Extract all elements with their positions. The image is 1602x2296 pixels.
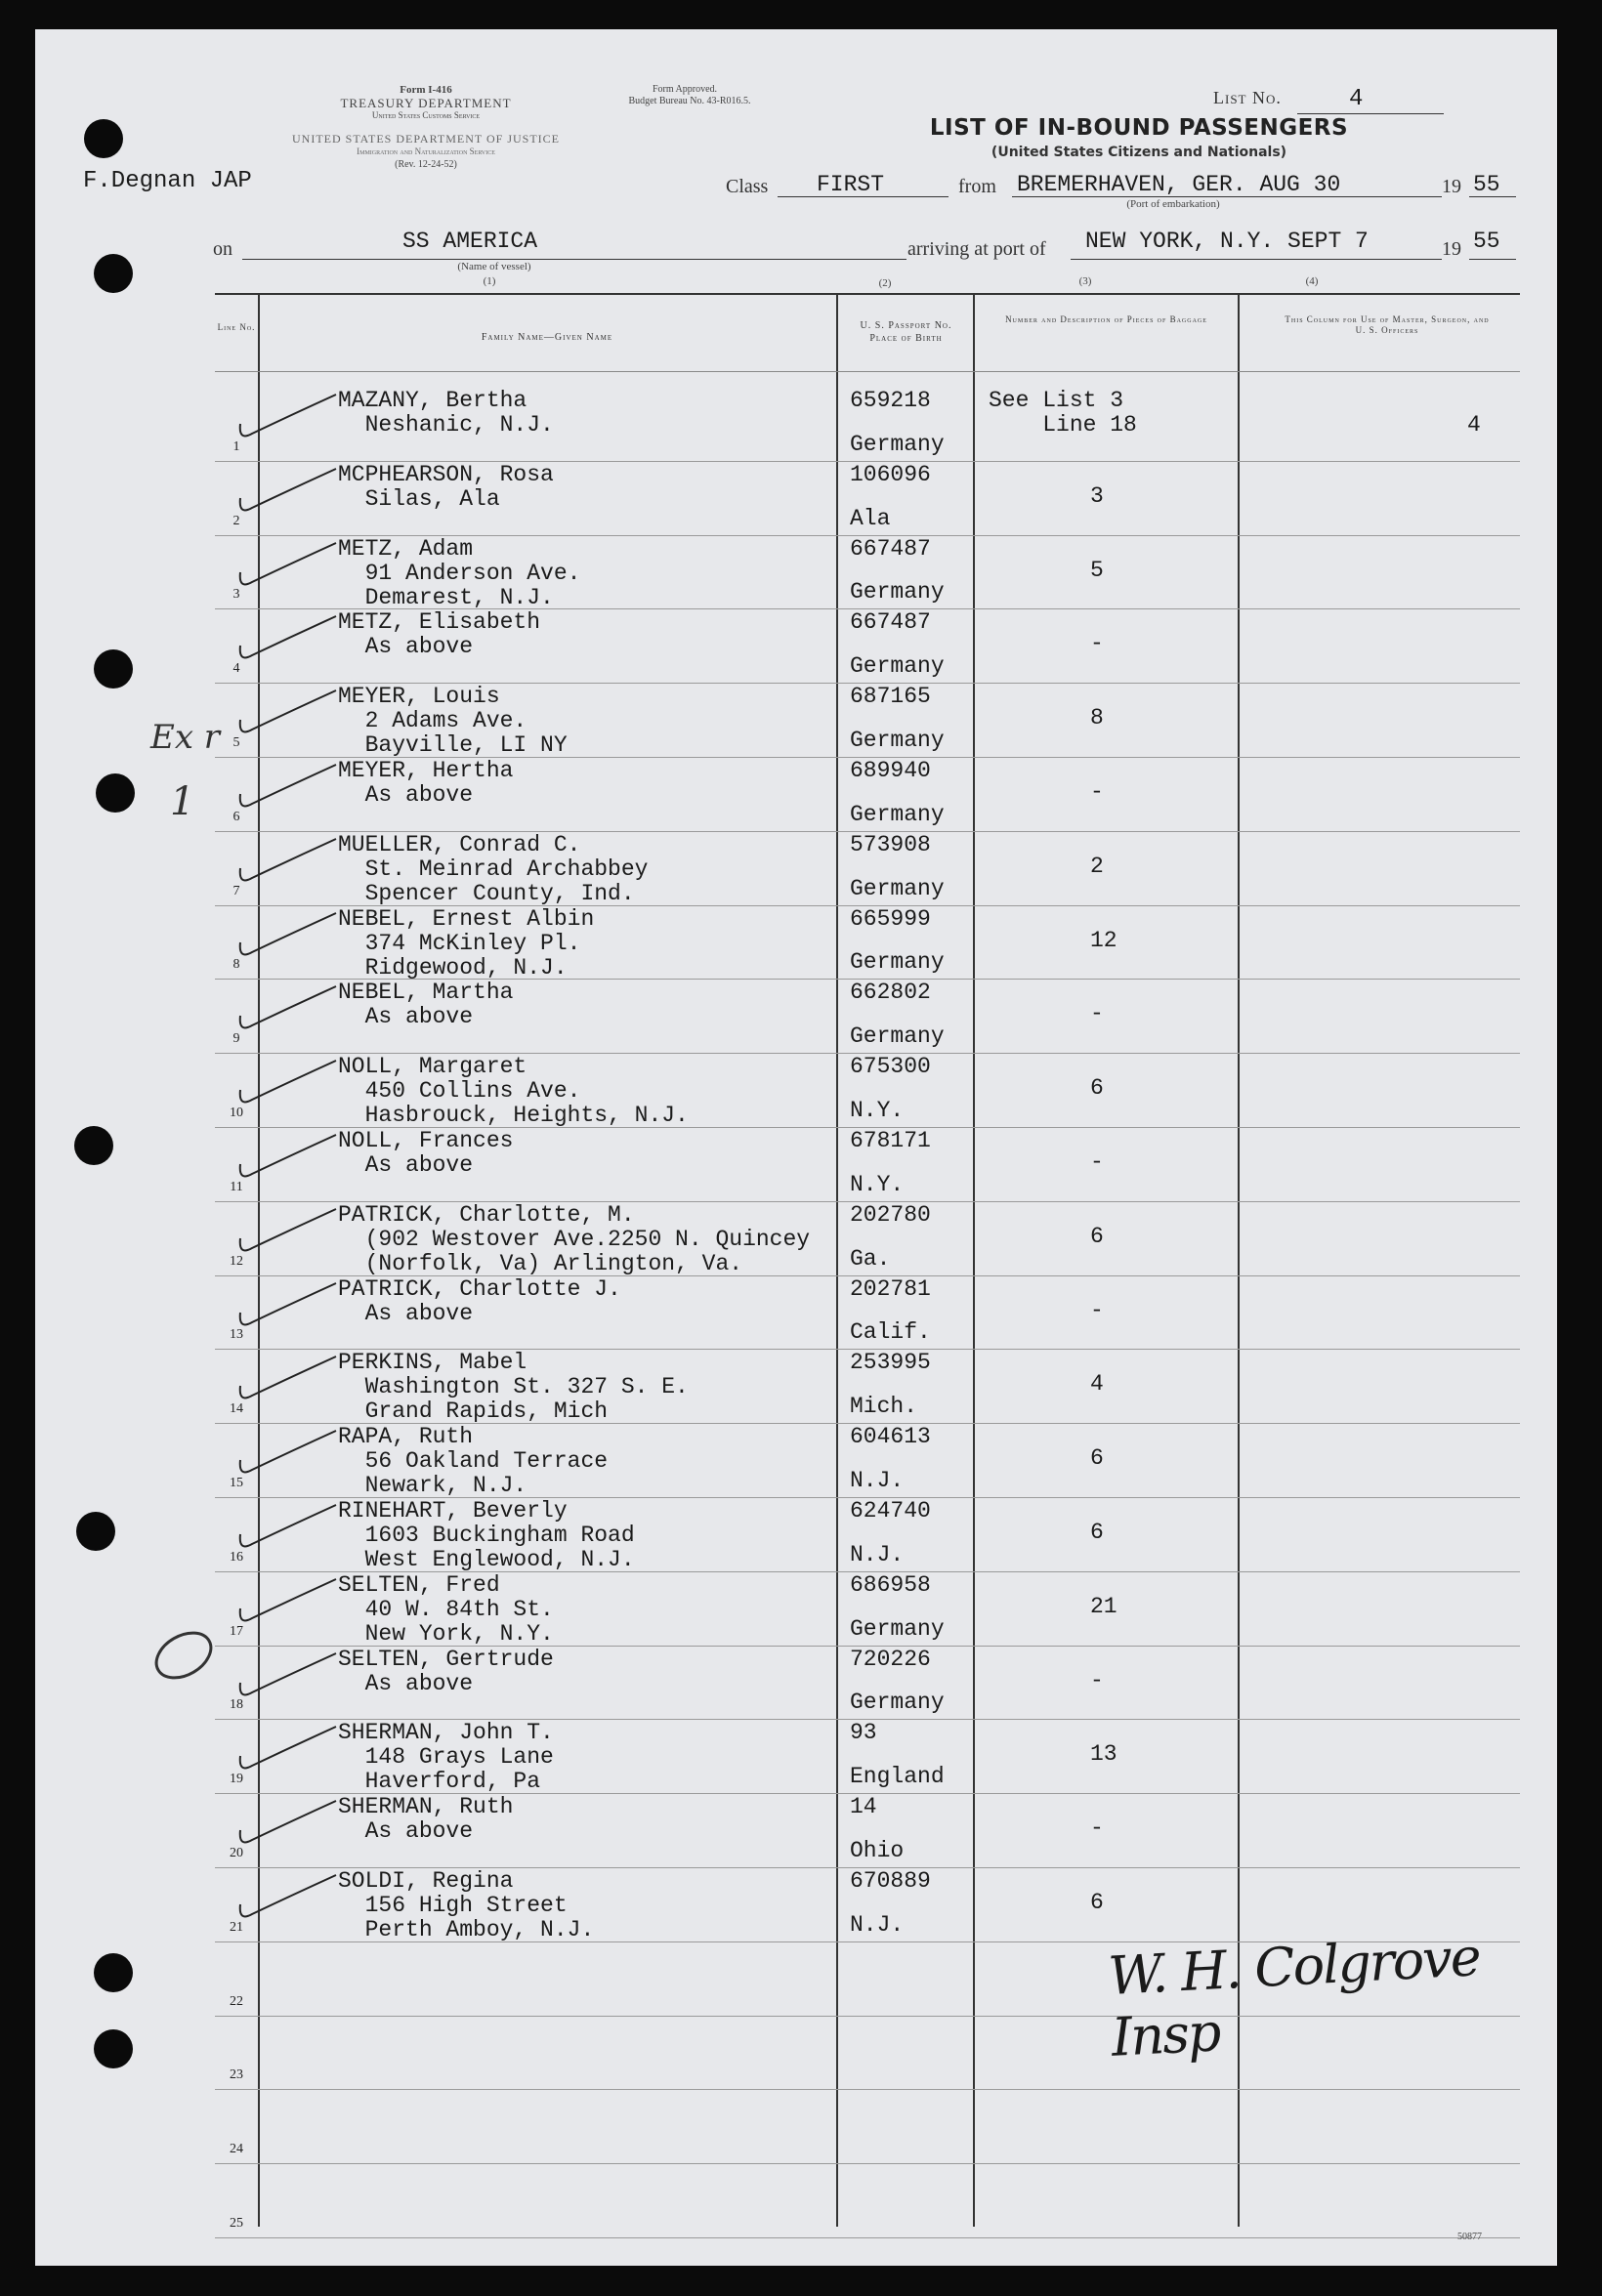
table-row: [215, 1794, 1520, 1871]
col-head-baggage: Number and Description of Pieces of Baggage: [1005, 314, 1207, 324]
place-of-birth: Germany: [850, 801, 945, 827]
passport-number: 678171: [850, 1128, 931, 1153]
table-row: [215, 758, 1520, 835]
col-head-passport: U. S. Passport No. Place of Birth: [860, 320, 952, 344]
ins-service: Immigration and Naturalization Service: [357, 146, 495, 156]
binder-hole: [96, 773, 135, 813]
margin-zero-mark: [147, 1621, 225, 1690]
passenger-address: (902 Westover Ave.2250 N. Quincey: [338, 1226, 811, 1252]
line-number: 15: [230, 1475, 243, 1490]
on-label: on: [213, 238, 232, 260]
line-number: 1: [232, 438, 240, 454]
passenger-name: SHERMAN, Ruth: [338, 1794, 514, 1820]
vessel-caption: (Name of vessel): [457, 261, 531, 272]
passenger-address: (Norfolk, Va) Arlington, Va.: [338, 1250, 743, 1276]
place-of-birth: N.J.: [850, 1467, 905, 1493]
line-number: 24: [230, 2142, 243, 2157]
baggage-count: 21: [1090, 1593, 1117, 1619]
passenger-address: 156 High Street: [338, 1893, 568, 1918]
passenger-name: PATRICK, Charlotte, M.: [338, 1201, 635, 1228]
passenger-address: 374 McKinley Pl.: [338, 930, 581, 956]
passenger-name: METZ, Elisabeth: [338, 609, 541, 636]
line-number: 16: [230, 1549, 243, 1565]
table-row: [215, 1350, 1520, 1427]
table-row: [215, 2093, 1520, 2167]
list-number-underline: [1297, 113, 1444, 114]
vessel-underline: [242, 259, 906, 260]
col-head-line: Line No.: [217, 322, 256, 332]
class-label: Class: [726, 176, 769, 197]
baggage-count: 6: [1090, 1520, 1104, 1545]
baggage-count: 3: [1090, 482, 1104, 509]
baggage-count: 13: [1090, 1741, 1117, 1768]
inspector-signature: W. H. Colgrove Insp: [1107, 1926, 1482, 2068]
passenger-address: As above: [338, 634, 474, 660]
check-mark: [234, 391, 342, 459]
passenger-name: MCPHEARSON, Rosa: [338, 461, 554, 487]
baggage-count: -: [1090, 1149, 1104, 1175]
binder-hole: [94, 649, 133, 689]
table-row: [215, 1424, 1520, 1501]
check-mark: [234, 1871, 342, 1940]
class-value: FIRST: [817, 172, 885, 197]
line-number: 2: [232, 513, 240, 528]
baggage-count: 12: [1090, 927, 1117, 953]
passenger-address: As above: [338, 782, 474, 808]
passenger-address: Haverford, Pa: [338, 1769, 541, 1795]
passenger-address: As above: [338, 1152, 474, 1178]
passport-number: 573908: [850, 831, 931, 857]
margin-note: Ex r: [150, 718, 221, 757]
line-number: 7: [232, 883, 240, 898]
check-mark: [234, 1205, 342, 1273]
passenger-name: NEBEL, Martha: [338, 980, 514, 1006]
passenger-address: As above: [338, 1004, 474, 1030]
col-num-2: (2): [878, 277, 892, 289]
passenger-address: Newark, N.J.: [338, 1473, 527, 1499]
customs-service: United States Customs Service: [371, 110, 481, 120]
check-mark: [234, 539, 342, 607]
passenger-address: 40 W. 84th St.: [338, 1596, 554, 1622]
place-of-birth: Ga.: [850, 1245, 891, 1272]
baggage-count: 8: [1090, 705, 1104, 731]
revision: (Rev. 12-24-52): [395, 159, 457, 170]
binder-hole: [94, 2029, 133, 2068]
check-mark: [234, 1575, 342, 1644]
baggage-count: -: [1090, 1667, 1104, 1693]
binder-hole: [94, 254, 133, 293]
place-of-birth: Ohio: [850, 1837, 905, 1863]
place-of-birth: Germany: [850, 1023, 945, 1050]
baggage-count: 2: [1090, 853, 1104, 879]
year-underline-2: [1469, 259, 1516, 260]
budget-bureau: Budget Bureau No. 43-R016.5.: [628, 96, 751, 106]
passenger-address: New York, N.Y.: [338, 1620, 554, 1647]
passport-number: 604613: [850, 1424, 931, 1450]
treasury-dept: TREASURY DEPARTMENT: [340, 96, 512, 110]
passenger-name: RINEHART, Beverly: [338, 1498, 568, 1524]
check-mark: [234, 1057, 342, 1125]
passenger-name: PATRICK, Charlotte J.: [338, 1275, 621, 1302]
passenger-address: As above: [338, 1818, 474, 1845]
col-num-1: (1): [483, 275, 496, 287]
table-row: [215, 1720, 1520, 1797]
form-number: Form I-416: [400, 84, 452, 96]
passenger-address: Neshanic, N.J.: [338, 412, 554, 438]
baggage-count: 6: [1090, 1445, 1104, 1472]
passenger-address: 148 Grays Lane: [338, 1744, 554, 1771]
baggage-count: See List 3 Line 18: [989, 388, 1137, 438]
passport-number: 720226: [850, 1646, 931, 1672]
list-number-value: 4: [1349, 86, 1364, 112]
passenger-address: West Englewood, N.J.: [338, 1547, 635, 1572]
col-head-officers: This Column for Use of Master, Surgeon, and U. S. Officers: [1285, 314, 1490, 336]
check-mark: [234, 1279, 342, 1348]
line-number: 17: [230, 1623, 243, 1639]
passenger-address: 91 Anderson Ave.: [338, 560, 581, 586]
row-rule: [215, 2237, 1520, 2238]
line-number: 12: [230, 1253, 243, 1269]
passenger-address: As above: [338, 1670, 474, 1696]
passenger-name: NOLL, Margaret: [338, 1054, 527, 1080]
table-row: [215, 1054, 1520, 1131]
line-number: 8: [232, 957, 240, 973]
check-mark: [234, 1131, 342, 1199]
line-number: 25: [230, 2215, 243, 2231]
passenger-name: MAZANY, Bertha: [338, 388, 527, 413]
table-row: [215, 2167, 1520, 2241]
place-of-birth: Germany: [850, 653, 945, 680]
line-number: 18: [230, 1697, 243, 1713]
baggage-count: -: [1090, 1001, 1104, 1027]
passport-number: 253995: [850, 1350, 931, 1376]
check-mark: [234, 1649, 342, 1718]
port-embark-caption: (Port of embarkation): [1126, 198, 1220, 210]
passport-number: 667487: [850, 535, 931, 562]
passport-number: 670889: [850, 1868, 931, 1894]
passenger-address: 1603 Buckingham Road: [338, 1523, 635, 1548]
table-row: [215, 461, 1520, 539]
passenger-address: St. Meinrad Archabbey: [338, 856, 649, 882]
line-number: 13: [230, 1327, 243, 1343]
table-row: [215, 831, 1520, 909]
place-of-birth: Ala: [850, 505, 891, 531]
baggage-count: 6: [1090, 1223, 1104, 1249]
passport-number: 202781: [850, 1275, 931, 1302]
arrival-underline: [1071, 259, 1442, 260]
arriving-label: arriving at port of: [907, 238, 1046, 260]
passenger-name: MUELLER, Conrad C.: [338, 831, 581, 857]
year-value-2: 55: [1473, 229, 1500, 254]
baggage-count: 6: [1090, 1890, 1104, 1915]
line-number: 22: [230, 1993, 243, 2009]
form-approved: Form Approved.: [652, 84, 718, 95]
passport-number: 667487: [850, 609, 931, 636]
baggage-count: -: [1090, 631, 1104, 657]
document-sheet: [35, 29, 1557, 2266]
passenger-address: Demarest, N.J.: [338, 584, 554, 610]
table-row: [215, 1646, 1520, 1724]
place-of-birth: Germany: [850, 949, 945, 976]
baggage-count: 4: [1090, 1371, 1104, 1398]
arrival-value: NEW YORK, N.Y. SEPT 7: [1085, 229, 1369, 254]
passenger-name: PERKINS, Mabel: [338, 1350, 527, 1376]
place-of-birth: Calif.: [850, 1319, 931, 1346]
row-rule: [215, 2163, 1520, 2164]
list-number-label: List No.: [1213, 88, 1282, 107]
passenger-name: MEYER, Hertha: [338, 758, 514, 783]
table-row: [215, 1498, 1520, 1575]
line-number: 21: [230, 1919, 243, 1935]
passenger-address: 450 Collins Ave.: [338, 1078, 581, 1105]
place-of-birth: Germany: [850, 579, 945, 605]
check-mark: [234, 1797, 342, 1865]
place-of-birth: Germany: [850, 727, 945, 753]
officer-initials: F.Degnan JAP: [83, 168, 252, 194]
passport-number: 689940: [850, 758, 931, 783]
check-mark: [234, 1501, 342, 1569]
year-prefix-1: 19: [1442, 176, 1461, 197]
row-rule: [215, 2089, 1520, 2090]
line-number: 20: [230, 1845, 243, 1860]
check-mark: [234, 612, 342, 681]
page-title: LIST OF IN-BOUND PASSENGERS: [929, 115, 1349, 141]
table-row: [215, 609, 1520, 687]
baggage-count: -: [1090, 779, 1104, 805]
passport-number: 624740: [850, 1498, 931, 1524]
baggage-count: 6: [1090, 1075, 1104, 1102]
passport-number: 686958: [850, 1571, 931, 1598]
line-number: 4: [232, 661, 240, 677]
line-number: 23: [230, 2067, 243, 2083]
table-row: [215, 1128, 1520, 1205]
table-row: [215, 535, 1520, 613]
col-head-name: Family Name—Given Name: [481, 332, 613, 343]
check-mark: [234, 1427, 342, 1495]
passenger-address: Silas, Ala: [338, 485, 500, 512]
table-row: [215, 1201, 1520, 1279]
passenger-address: Perth Amboy, N.J.: [338, 1917, 595, 1942]
passenger-address: Hasbrouck, Heights, N.J.: [338, 1103, 689, 1129]
place-of-birth: N.J.: [850, 1911, 905, 1938]
passenger-name: METZ, Adam: [338, 535, 474, 562]
place-of-birth: England: [850, 1764, 945, 1790]
margin-mark: 1: [170, 779, 195, 824]
passenger-name: SOLDI, Regina: [338, 1868, 514, 1894]
page-subtitle: (United States Citizens and Nationals): [991, 145, 1287, 160]
check-mark: [234, 909, 342, 978]
check-mark: [234, 1353, 342, 1421]
passenger-address: 2 Adams Ave.: [338, 708, 527, 734]
embarkation-value: BREMERHAVEN, GER. AUG 30: [1017, 172, 1341, 197]
table-row: [215, 1571, 1520, 1649]
baggage-count: -: [1090, 1297, 1104, 1323]
passport-number: 659218: [850, 388, 931, 413]
table-top-rule: [215, 293, 1520, 295]
table-row: [215, 1275, 1520, 1354]
line-number: 3: [232, 587, 240, 603]
passport-number: 202780: [850, 1201, 931, 1228]
line-number: 19: [230, 1772, 243, 1787]
passport-number: 675300: [850, 1054, 931, 1080]
passenger-address: Washington St. 327 S. E.: [338, 1374, 689, 1400]
passenger-address: As above: [338, 1300, 474, 1326]
passenger-name: NEBEL, Ernest Albin: [338, 905, 595, 932]
place-of-birth: N.Y.: [850, 1097, 905, 1123]
line-number: 9: [232, 1031, 240, 1047]
line-number: 11: [230, 1179, 243, 1194]
passport-number: 662802: [850, 980, 931, 1006]
col-num-3: (3): [1078, 275, 1092, 287]
footer-code: 50877: [1457, 2232, 1482, 2242]
justice-dept: UNITED STATES DEPARTMENT OF JUSTICE: [291, 132, 560, 146]
passenger-address: Ridgewood, N.J.: [338, 954, 568, 981]
check-mark: [234, 1723, 342, 1791]
vessel-name: SS AMERICA: [402, 229, 538, 254]
binder-hole: [84, 119, 123, 158]
passport-number: 106096: [850, 461, 931, 487]
binder-hole: [74, 1126, 113, 1165]
line-number: 10: [230, 1105, 243, 1120]
year-value-1: 55: [1473, 172, 1500, 197]
passenger-name: NOLL, Frances: [338, 1128, 514, 1153]
table-row: [215, 388, 1520, 465]
passenger-name: SHERMAN, John T.: [338, 1720, 554, 1746]
passenger-name: SELTEN, Gertrude: [338, 1646, 554, 1672]
table-row: [215, 684, 1520, 761]
year-prefix-2: 19: [1442, 238, 1461, 260]
baggage-count: -: [1090, 1816, 1104, 1842]
check-mark: [234, 761, 342, 829]
passenger-address: Bayville, LI NY: [338, 732, 568, 759]
check-mark: [234, 982, 342, 1051]
check-mark: [234, 835, 342, 903]
officer-mark: 4: [1467, 412, 1481, 438]
line-number: 6: [232, 809, 240, 824]
passport-number: 687165: [850, 684, 931, 710]
place-of-birth: Germany: [850, 1615, 945, 1642]
passenger-name: RAPA, Ruth: [338, 1424, 474, 1450]
place-of-birth: Germany: [850, 1690, 945, 1716]
header-bottom-rule: [215, 371, 1520, 372]
binder-hole: [76, 1512, 115, 1551]
check-mark: [234, 687, 342, 755]
check-mark: [234, 465, 342, 533]
line-number: 14: [230, 1401, 243, 1417]
table-row: [215, 982, 1520, 1057]
passenger-address: Spencer County, Ind.: [338, 880, 635, 906]
passenger-name: SELTEN, Fred: [338, 1571, 500, 1598]
place-of-birth: Germany: [850, 875, 945, 901]
passport-number: 665999: [850, 905, 931, 932]
binder-hole: [94, 1953, 133, 1992]
place-of-birth: N.J.: [850, 1541, 905, 1567]
from-label: from: [958, 176, 996, 197]
col-num-4: (4): [1305, 275, 1319, 287]
table-row: [215, 905, 1520, 983]
place-of-birth: N.Y.: [850, 1171, 905, 1197]
passenger-name: MEYER, Louis: [338, 684, 500, 710]
place-of-birth: Germany: [850, 431, 945, 457]
passenger-address: 56 Oakland Terrace: [338, 1448, 609, 1475]
passport-number: 93: [850, 1720, 877, 1746]
place-of-birth: Mich.: [850, 1394, 918, 1420]
baggage-count: 5: [1090, 557, 1104, 583]
line-number: 5: [232, 734, 240, 750]
passport-number: 14: [850, 1794, 877, 1820]
passenger-address: Grand Rapids, Mich: [338, 1398, 609, 1425]
